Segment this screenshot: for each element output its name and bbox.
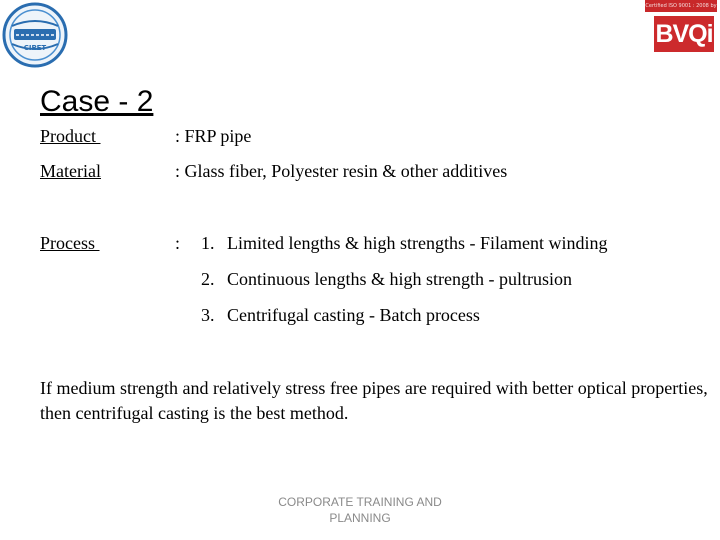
process-item-number: 1.	[201, 233, 215, 253]
cipet-logo-text: CIPET	[23, 44, 47, 52]
footer-line: PLANNING	[329, 511, 391, 525]
process-colon: :	[175, 233, 181, 253]
process-label: Process	[40, 233, 100, 253]
certification-caption: Certified ISO 9001 : 2008 by	[645, 0, 717, 12]
material-label: Material	[40, 161, 101, 181]
footer	[270, 494, 450, 526]
process-item-number: 3.	[201, 305, 215, 325]
slide-title: Case - 2	[40, 85, 154, 118]
material-value: : Glass fiber, Polyester resin & other additives	[175, 161, 508, 181]
conclusion-text: If medium strength and relatively stress free pipes are required with better optical properties, then centrifugal casting is the best method.	[40, 378, 708, 423]
product-value: : FRP pipe	[175, 126, 252, 146]
process-item-text: Continuous lengths & high strength - pultrusion	[227, 269, 572, 289]
certification-logo	[645, 0, 717, 54]
process-item-text: Limited lengths & high strengths - Filament winding	[227, 233, 608, 253]
process-item-number: 2.	[201, 269, 215, 289]
process-item-text: Centrifugal casting - Batch process	[227, 305, 480, 325]
cipet-logo	[2, 2, 68, 68]
product-label: Product	[40, 126, 101, 146]
footer-line: CORPORATE TRAINING AND	[278, 495, 442, 509]
certification-brand: BVQi	[654, 16, 714, 52]
